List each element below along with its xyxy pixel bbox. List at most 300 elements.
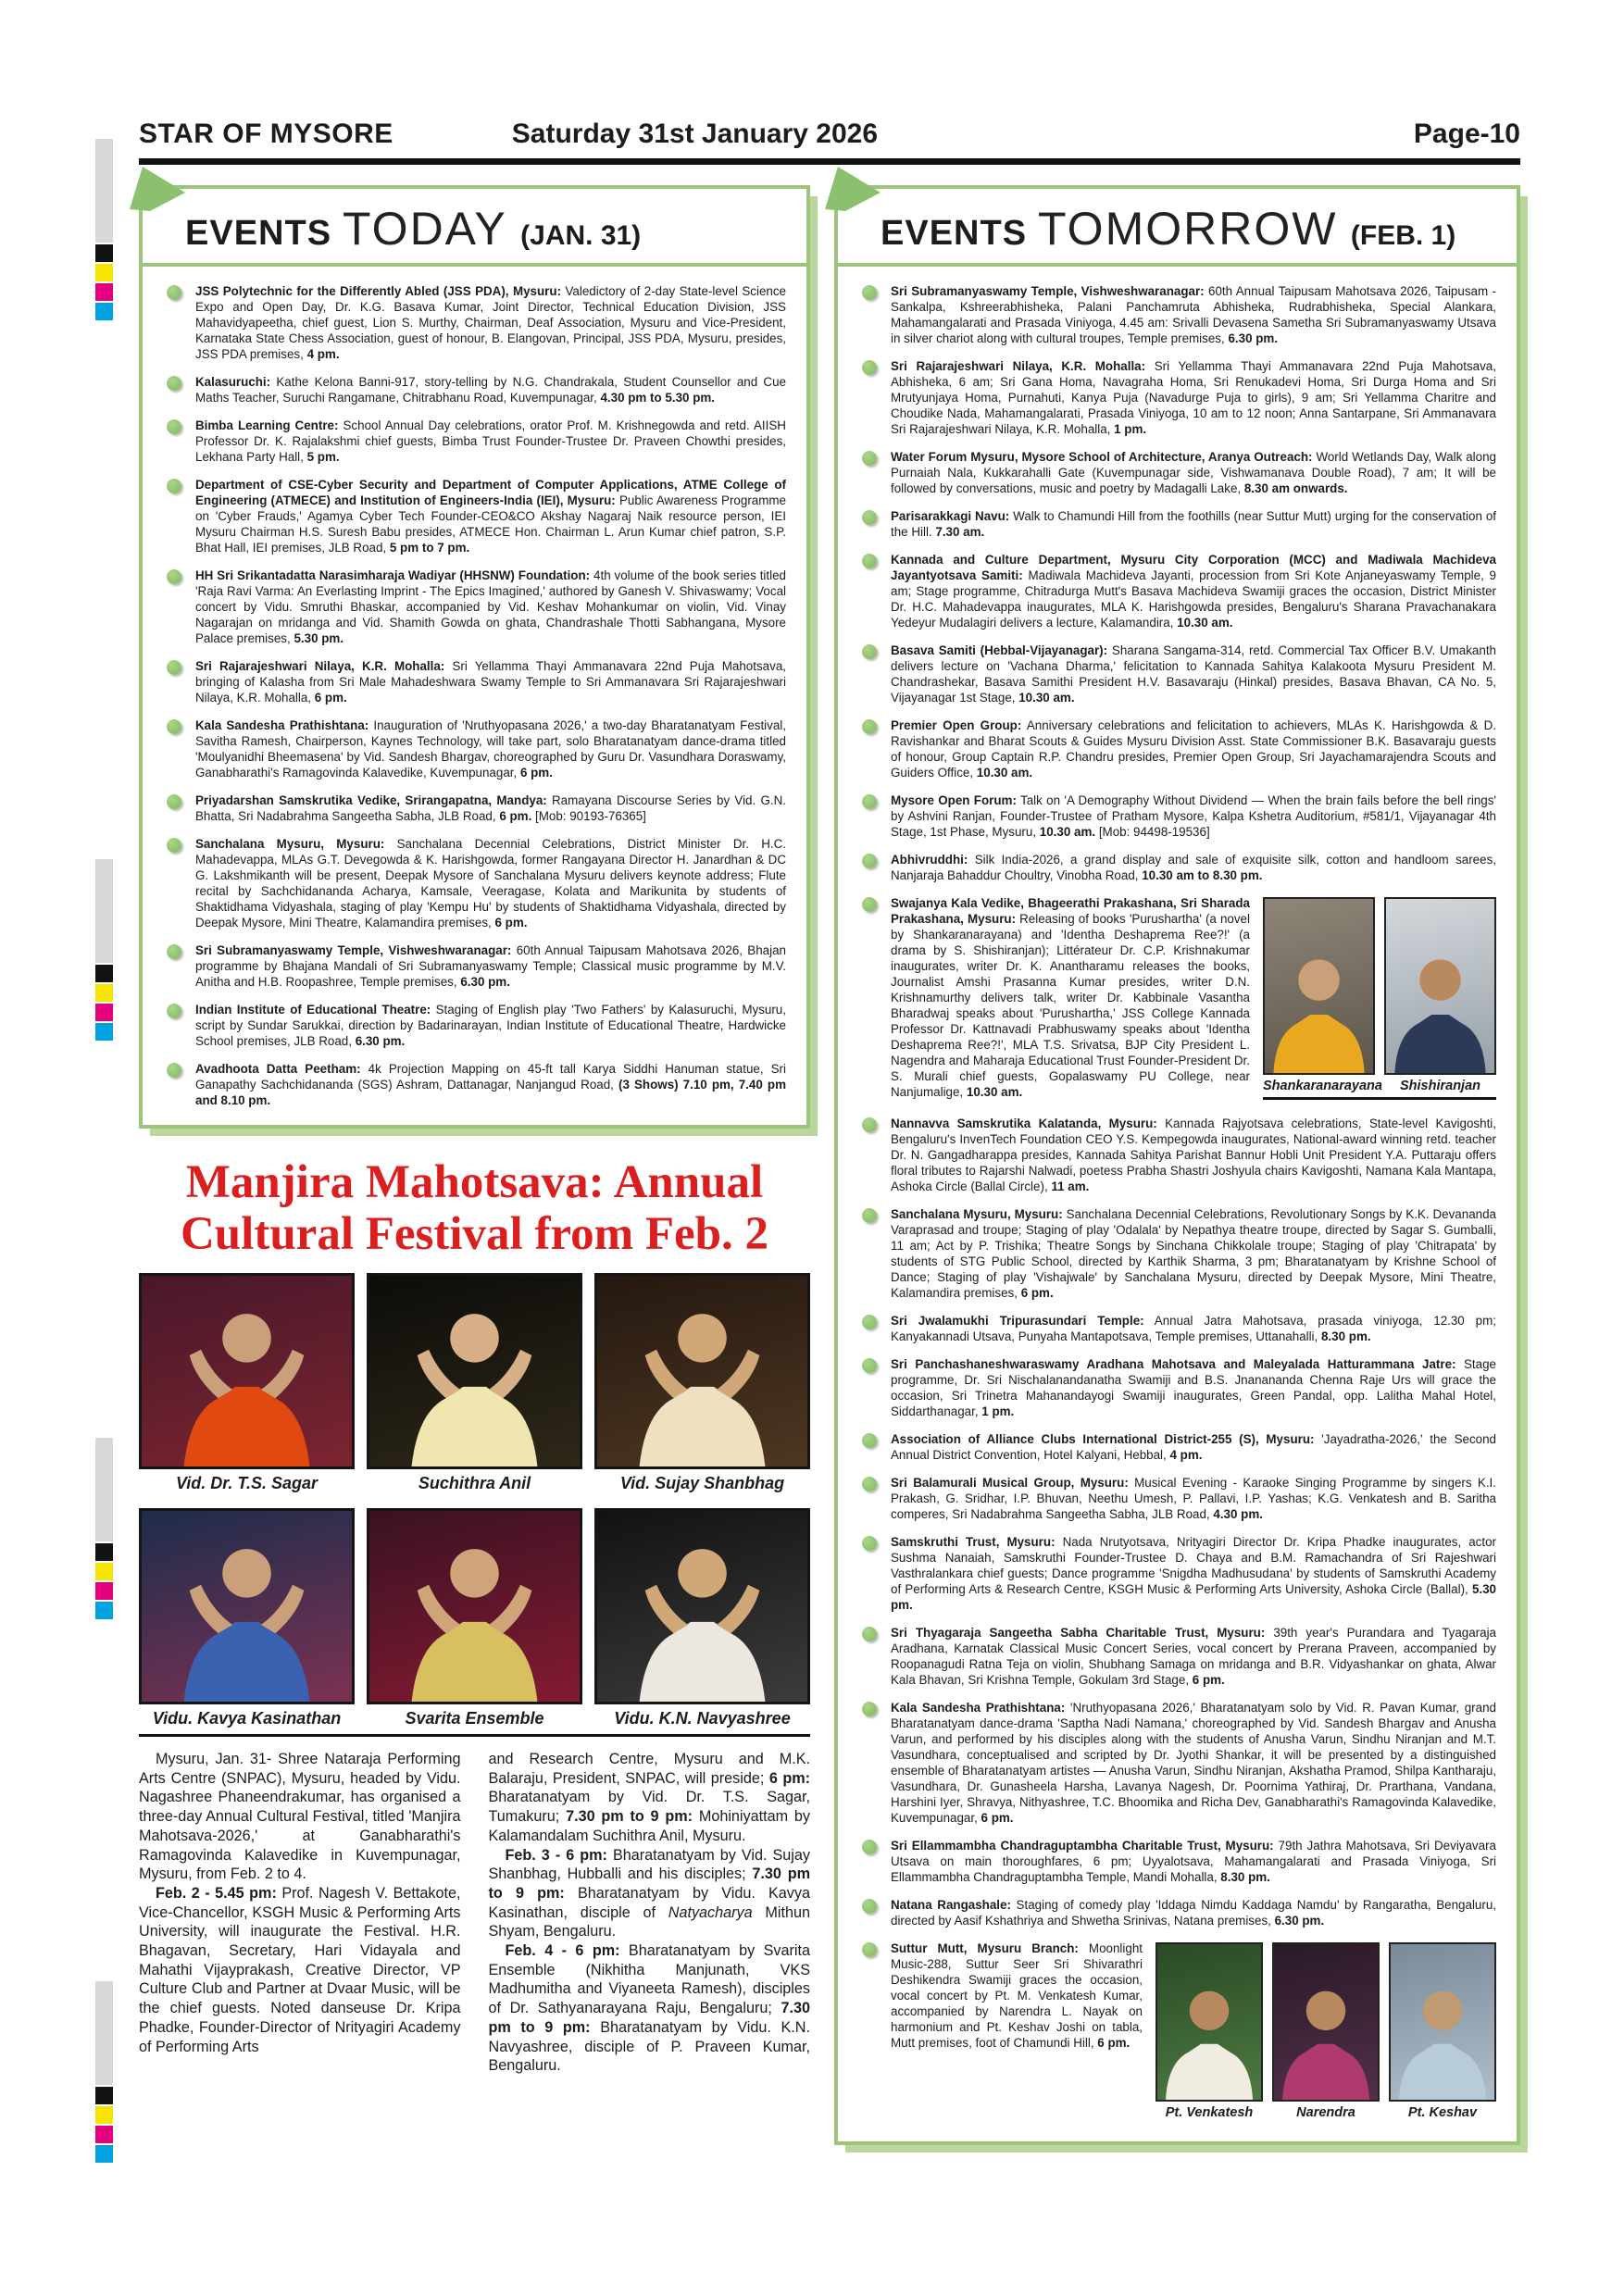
events-day: TOMORROW bbox=[1038, 203, 1338, 255]
event-time: 6.30 pm. bbox=[460, 975, 510, 989]
events-date-label: (JAN. 31) bbox=[520, 220, 642, 251]
paragraph-segments bbox=[489, 1942, 811, 2074]
text-segment: Bharatanatyam by Vidu. K.N. Navyashree, disciple of P. Praveen Kumar, Bengaluru. bbox=[488, 2018, 810, 2075]
event-title: Sri Balamurali Musical Group, Mysuru: bbox=[891, 1476, 1129, 1490]
event-text bbox=[891, 1625, 1496, 1688]
inline-photo-group bbox=[1156, 1942, 1496, 2121]
dancer-image bbox=[139, 1273, 355, 1469]
events-day: TODAY bbox=[343, 203, 507, 255]
article-photo-row-2 bbox=[139, 1508, 810, 1730]
event-body: Kannada Rajyotsava celebrations, State-level Kavigoshti, Bengaluru's InvenTech Foundation CEO Y.S. Kempegowda inaugurates, National-award winning retd. teacher Dr. N. Gangadharappa presides, Kannada Sahitya Parishat Bannur Hobli Unit President Y.A. Puttaraju offers floral tributes to Rajarshi Nalwadi, poetess Prabha Shastri Joshyula chairs Kavigoshti, Namana Kala Mantapa, Ashoka Circle (Ballal Circle), bbox=[891, 1117, 1496, 1193]
events-kicker: EVENTS bbox=[881, 214, 1028, 253]
text-segment: Bharatanatyam by Svarita Ensemble (Nikhitha Manjunath, VKS Madhumitha and Viyaneeta Ramesh), disciples of Dr. Sathyanarayana Raju, Bengaluru; bbox=[488, 1942, 810, 2017]
photo-caption: Vid. Sujay Shanbhag bbox=[619, 1474, 785, 1492]
event-item bbox=[862, 508, 1496, 540]
event-time: 6 pm. bbox=[519, 766, 553, 780]
event-title: Kannada and Culture Department, Mysuru City Corporation (MCC) and Madiwala Machideva Jayantyotsava Samiti: bbox=[891, 553, 1496, 582]
event-text bbox=[891, 1534, 1496, 1613]
bullet-icon bbox=[167, 944, 181, 959]
bullet-icon bbox=[862, 794, 877, 809]
event-time: 6 pm. bbox=[1192, 1673, 1225, 1687]
article-divider-rule bbox=[139, 1734, 810, 1737]
event-time: 4.30 pm. bbox=[1213, 1507, 1263, 1521]
bullet-icon bbox=[862, 1627, 877, 1641]
headline-line1: Manjira Mahotsava: Annual bbox=[185, 1156, 764, 1208]
event-time: 6 pm. bbox=[494, 916, 528, 930]
event-title: Bimba Learning Centre: bbox=[195, 418, 339, 432]
event-text bbox=[891, 792, 1496, 840]
event-body: Sharana Sangama-314, retd. Commercial Tax Officer B.V. Umakanth delivers lecture on 'Vachana Dharma,' felicitation to Kannada Sahitya Kalakoota Mysuru President M. Chandrashekar, Basava Samithi President H.V. Basavaraju (Hinkal) presides, Basava Bhavan, CA No. 5, Vijayanagar 1st Stage, bbox=[891, 643, 1496, 705]
person-silhouette-icon bbox=[1157, 1960, 1261, 2100]
event-time: 7.30 am. bbox=[935, 525, 985, 539]
event-item bbox=[167, 568, 786, 646]
bullet-icon bbox=[167, 794, 181, 809]
event-title: JSS Polytechnic for the Differently Abled (JSS PDA), Mysuru: bbox=[195, 284, 562, 298]
text-segment: 7.30 pm to 9 pm: bbox=[488, 1866, 810, 1902]
event-time: 6.30 pm. bbox=[1228, 331, 1279, 345]
event-title: Natana Rangashale: bbox=[891, 1898, 1011, 1912]
dancer-image bbox=[367, 1273, 582, 1469]
article-paragraph bbox=[139, 1750, 461, 1884]
text-segment: 7.30 pm to 9 pm: bbox=[566, 1808, 693, 1826]
event-text bbox=[195, 942, 786, 990]
torn-corner-icon bbox=[823, 165, 882, 213]
event-text bbox=[891, 1206, 1496, 1301]
bullet-icon bbox=[167, 660, 181, 675]
text-segment: Mysuru, Jan. 31- Shree Nataraja Performing Arts Centre (SNPAC), Mysuru, headed by Vidu. Nagashree Phaneendrakumar, has organised a three-day Annual Cultural Festival, titled 'Manjira Mahotsava-2026,' at Ganabharathi's Ramagovinda Kalavedike in Kuvempunagar, Mysuru, from Feb. 2 to 4. bbox=[139, 1751, 461, 1883]
dancer-photo bbox=[367, 1273, 582, 1495]
event-item bbox=[167, 1002, 786, 1049]
event-title: Sri Subramanyaswamy Temple, Vishweshwaranagar: bbox=[891, 284, 1205, 298]
event-title: Kalasuruchi: bbox=[195, 375, 271, 389]
dancer-image bbox=[594, 1508, 810, 1704]
event-body: 'Jayadratha-2026,' the Second Annual District Convention, Hotel Kalyani, Hebbal, bbox=[891, 1432, 1496, 1462]
event-item bbox=[167, 718, 786, 780]
event-time: 1 pm. bbox=[1114, 422, 1147, 436]
photo-caption: Shishiranjan bbox=[1399, 1079, 1481, 1093]
event-title: Kala Sandesha Prathishtana: bbox=[891, 1701, 1066, 1715]
event-item bbox=[862, 1356, 1496, 1419]
text-segment: Mithun Shyam, Bengaluru. bbox=[488, 1903, 810, 1940]
bullet-icon bbox=[862, 360, 877, 375]
event-title: Sri Ellammambha Chandraguptambha Charitable Trust, Mysuru: bbox=[891, 1839, 1274, 1853]
event-text bbox=[891, 1940, 1496, 2125]
event-time: 8.30 am onwards. bbox=[1243, 481, 1348, 495]
text-segment: Mohiniyattam by Kalamandalam Suchithra Anil, Mysuru. bbox=[488, 1808, 810, 1844]
event-text bbox=[891, 1116, 1496, 1194]
event-time: 10.30 am. bbox=[976, 766, 1033, 780]
portrait-photo bbox=[1263, 897, 1382, 1094]
text-segment: 6 pm: bbox=[768, 1769, 810, 1787]
event-item bbox=[862, 895, 1496, 1104]
event-body: Sanchalana Decennial Celebrations, District Minister Dr. H.C. Mahadevappa, MLAs G.T. Devegowda & K. Harishgowda, former Rangayana Director H. Janardhan & DC G. Lakshmikanth will be present, Deepak Mysore of Sanchalana Mysuru delivers keynote address; Flute recital by Sachchidananda Acharya, Kamsale, Veeragase, Kolata and Marikunita by students of Shaktidhama Vidyashala, staging of play 'Kempu Hu' by students of Shaktidhama Vidyashala, directed by Deepak Mysore, Mini Theatre, Kalamandira premises, bbox=[195, 837, 786, 930]
event-time: 5.30 pm. bbox=[294, 631, 344, 645]
events-kicker: EVENTS bbox=[185, 214, 332, 253]
event-item bbox=[862, 1116, 1496, 1194]
bullet-icon bbox=[167, 376, 181, 391]
events-date-label: (FEB. 1) bbox=[1350, 220, 1456, 251]
photo-caption: Pt. Venkatesh bbox=[1165, 2105, 1254, 2120]
event-title: Sri Rajarajeshwari Nilaya, K.R. Mohalla: bbox=[891, 359, 1146, 373]
bullet-icon bbox=[862, 1536, 877, 1551]
event-text bbox=[195, 1002, 786, 1049]
page-number: Page-10 bbox=[1413, 119, 1520, 149]
event-time: 5 pm to 7 pm. bbox=[389, 541, 470, 555]
portrait-image bbox=[1384, 897, 1496, 1075]
text-segment: Natyacharya bbox=[668, 1903, 753, 1921]
event-item bbox=[167, 283, 786, 362]
event-text bbox=[891, 895, 1496, 1104]
right-column bbox=[834, 185, 1520, 2145]
event-body: 60th Annual Taipusam Mahotsava 2026, Bhajan programme by Bhajana Mandali of Sri Subramanyaswamy Temple; Classical music programme by M.V. Anitha and H.B. Roopashree, Temple premises, bbox=[195, 943, 786, 989]
event-text bbox=[891, 1838, 1496, 1885]
portrait-photo bbox=[1384, 897, 1496, 1094]
event-title: Suttur Mutt, Mysuru Branch: bbox=[891, 1941, 1079, 1955]
portrait-image bbox=[1263, 897, 1375, 1075]
issue-date: Saturday 31st January 2026 bbox=[511, 119, 879, 149]
bullet-icon bbox=[862, 451, 877, 466]
event-time: 6 pm. bbox=[314, 691, 347, 705]
event-text bbox=[195, 283, 786, 362]
event-time: 10.30 am. bbox=[1177, 616, 1233, 630]
event-title: Parisarakkagi Navu: bbox=[891, 509, 1010, 523]
event-time: 6 pm. bbox=[1097, 2036, 1131, 2050]
article-column-2 bbox=[489, 1750, 811, 2076]
bullet-icon bbox=[862, 1942, 877, 1957]
bullet-icon bbox=[862, 1702, 877, 1716]
article-headline bbox=[139, 1156, 810, 1260]
event-text bbox=[891, 552, 1496, 630]
text-segment: and Research Centre, Mysuru and M.K. Balaraju, President, SNPAC, will preside; bbox=[488, 1751, 810, 1787]
person-silhouette-icon bbox=[597, 1530, 807, 1702]
dancer-image bbox=[594, 1273, 810, 1469]
event-body: Sanchalana Decennial Celebrations, Revolutionary Songs by K.K. Devananda Varaprasad and troupe; Staging of play 'Odalala' by Nepathya theatre troupe, directed by Sagar S. Gumballi, 11 am; Act by P. Trishika; Theatre Songs by Sinchana Chikkolale troupe; Staging of play 'Chitrapata' by students of STG Public School, directed by Karthik Sharma, 3 pm; Bharatanatyam by Krishne School of Dance; Staging of play 'Vishajwale' by Sanchalana Mysuru, directed by Deepak Mysore, Mini Theatre, Kalamandira premises, bbox=[891, 1207, 1496, 1300]
event-item bbox=[167, 942, 786, 990]
event-title: Association of Alliance Clubs International District-255 (S), Mysuru: bbox=[891, 1432, 1315, 1446]
person-silhouette-icon bbox=[142, 1295, 352, 1466]
event-body: Nada Nrutyotsava, Nrityagiri Director Dr. Kripa Phadke inaugurates, actor Sushma Nanaiah, Samskruthi Founder-Trustee D. Chaya and B.M. Ramachandra of Sri Rajeshwari Vasthralankara chief guests; Dance programme 'Snigdha Madhusudana' by students of Samskruthi Academy of Performing Arts & Research Centre, KSGH Music & Performing Arts University, Ashoka Circle (Ballal), bbox=[891, 1535, 1496, 1596]
event-title: Sri Rajarajeshwari Nilaya, K.R. Mohalla: bbox=[195, 659, 445, 673]
event-text bbox=[891, 1700, 1496, 1826]
event-body: Stage programme, Dr. Sri Nischalanandanatha Swamiji and B.S. Jnanananda Chenna Raje Urs will grace the occasion, Sri Trinetra Mahanandayogi Swamiji inaugurates, Green Pandal, opp. Lalitha Mahal Hotel, Siddarthanagar, bbox=[891, 1357, 1496, 1418]
events-today-box bbox=[139, 185, 810, 1129]
paragraph-segments bbox=[489, 1751, 811, 1844]
event-item bbox=[862, 1475, 1496, 1522]
event-title: Mysore Open Forum: bbox=[891, 793, 1017, 807]
event-text bbox=[195, 568, 786, 646]
headline-line2: Cultural Festival from Feb. 2 bbox=[180, 1208, 769, 1260]
event-text bbox=[195, 477, 786, 555]
event-title: Sri Jwalamukhi Tripurasundari Temple: bbox=[891, 1314, 1144, 1328]
event-body: 39th year's Purandara and Tyagaraja Aradhana, Karnatak Classical Music Concert Series, vocal concert by Prerana Praveen, accompanied by Roopanagudi Ratna Teja on violin, Shubhang Samaga on mridanga and B.R. Vidyashankar on ghata, Alwar Kala Bhavan, Sri Krishna Temple, Gokulam 3rd Stage, bbox=[891, 1626, 1497, 1687]
event-text bbox=[891, 643, 1496, 705]
event-text bbox=[891, 1356, 1496, 1419]
event-item bbox=[862, 1313, 1496, 1344]
event-body: Musical Evening - Karaoke Singing Programme by singers K.I. Prakash, G. Sridhar, I.P. Bhuvan, Neethu Umesh, P. Pallavi, I.P. Yashas; K.G. Venkatesh and B. Saritha comperes, Sri Nadabrahma Sangeetha Sabha, JLB Road, bbox=[891, 1476, 1496, 1521]
event-time: 6.30 pm. bbox=[355, 1034, 406, 1048]
event-text bbox=[891, 852, 1496, 883]
bullet-icon bbox=[862, 1358, 877, 1373]
person-silhouette-icon bbox=[1386, 917, 1494, 1073]
event-title: Avadhoota Datta Peetham: bbox=[195, 1062, 361, 1076]
event-body: Public Awareness Programme on 'Cyber Frauds,' Agamya Cyber Tech Founder-CEO&CO Akshay Nagaraj Naik resource person, IEI Mysuru Chairman H.S. Suresh Babu presides, ATMECE Hon. Chairman L. Arun Kumar chief patron, S.P. Bhat Hall, IEI premises, JLB Road, bbox=[195, 493, 786, 555]
event-text bbox=[195, 1061, 786, 1108]
bullet-icon bbox=[167, 719, 181, 734]
event-body: 'Nruthyopasana 2026,' Bharatanatyam solo by Vid. R. Pavan Kumar, grand Bharatanatyam dance-drama 'Saptha Nadi Namana,' choreographed by Vid. Sandesh Bhargav and Anusha Varun, and performed by his disciples along with the students of Anusha Varun, Sindhu Niranjan and M.T. Vasundhara, conceptualised and scripted by Dr. Jyothi Shankar, it will be presented by a distinguished ensemble of Bharatanatyam artistes — Anusha Varun, Sindhu Niranjan, Akshatha Pramod, Shilpa Kantharaju, Vasundhara, Dr. Gunasheela Harsha, Lavanya Nagesh, Dr. Poornima Yathiraj, Dr. Prarthana, Vandana, Harshini Iyer, Shravya, Nithyashree, T.C. Bhoomika and Richa Dev, Ganabharathi's Ramagovinda Kalavedike, Kuvempunagar, bbox=[891, 1701, 1496, 1825]
dancer-image bbox=[139, 1508, 355, 1704]
text-segment: Bharatanatyam by Vid. Sujay Shanbhag, Hubballi and his disciples; bbox=[488, 1846, 810, 1883]
bullet-icon bbox=[862, 1117, 877, 1132]
registration-color-bar bbox=[95, 139, 113, 320]
event-text bbox=[891, 283, 1496, 346]
dancer-photo bbox=[367, 1508, 582, 1730]
event-text bbox=[195, 374, 786, 406]
article-column-1 bbox=[139, 1750, 461, 2076]
registration-color-bar bbox=[95, 1981, 113, 2163]
event-text bbox=[195, 792, 786, 824]
event-item bbox=[862, 283, 1496, 346]
event-text bbox=[195, 418, 786, 465]
photo-caption: Shankaranarayana bbox=[1263, 1079, 1382, 1093]
bullet-icon bbox=[167, 419, 181, 434]
person-silhouette-icon bbox=[1391, 1960, 1494, 2100]
event-body: Walk to Chamundi Hill from the foothills (near Suttur Mutt) urging for the conservation of the Hill. bbox=[891, 509, 1496, 539]
portrait-photo bbox=[1389, 1942, 1496, 2121]
bullet-icon bbox=[167, 1063, 181, 1078]
event-item bbox=[862, 1625, 1496, 1688]
event-title: Abhivruddhi: bbox=[891, 853, 968, 867]
event-text bbox=[891, 449, 1496, 496]
event-body: Silk India-2026, a grand display and sale of exquisite silk, cotton and handloom sarees, Nanjaraja Bahaddur Choultry, Vinobha Road, bbox=[891, 853, 1496, 882]
events-today-list bbox=[143, 267, 806, 1125]
event-time: 10.30 am. bbox=[1039, 825, 1096, 839]
event-body: Talk on 'A Demography Without Dividend — When the brain fails before the bell rings' by Ashvini Ranjan, Founder-Trustee of Pratham Mysore, Kalpa Kshetra Auditorium, #581/1, Vijayanagar 4th Stage, 1st Phase, Mysuru, bbox=[891, 793, 1496, 839]
event-item bbox=[862, 1700, 1496, 1826]
portrait-photo bbox=[1272, 1942, 1380, 2121]
article-photo-row-1 bbox=[139, 1273, 810, 1495]
portrait-image bbox=[1156, 1942, 1263, 2102]
text-segment: Bharatanatyam by Vidu. Kavya Kasinathan, disciple of bbox=[488, 1884, 810, 1921]
event-title: Swajanya Kala Vedike, Bhageerathi Prakashana, Sri Sharada Prakashana, Mysuru: bbox=[891, 896, 1250, 926]
photo-caption: Vidu. Kavya Kasinathan bbox=[152, 1709, 342, 1728]
event-title: Nannavva Samskrutika Kalatanda, Mysuru: bbox=[891, 1117, 1157, 1130]
bullet-icon bbox=[862, 1899, 877, 1914]
event-text bbox=[891, 1475, 1496, 1522]
event-title: Indian Institute of Educational Theatre: bbox=[195, 1003, 431, 1017]
article-paragraph bbox=[489, 1941, 811, 2076]
event-title: Kala Sandesha Prathishtana: bbox=[195, 718, 369, 732]
person-silhouette-icon bbox=[597, 1295, 807, 1466]
event-time: 10.30 am. bbox=[1018, 691, 1075, 705]
event-body: Moonlight Music-288, Suttur Seer Sri Shivarathri Deshikendra Swamiji graces the occasion, vocal concert by Pt. M. Venkatesh Kumar, accompanied by Narendra L. Nayak on harmonium and Pt. Keshav Joshi on tabla, Mutt premises, foot of Chamundi Hill, bbox=[891, 1941, 1143, 2050]
event-text bbox=[891, 358, 1496, 437]
event-text bbox=[891, 1313, 1496, 1344]
photo-caption: Vid. Dr. T.S. Sagar bbox=[175, 1474, 319, 1492]
article-paragraph bbox=[489, 1846, 811, 1942]
paragraph-segments bbox=[139, 1885, 461, 2055]
portrait-image bbox=[1272, 1942, 1380, 2102]
left-column bbox=[139, 185, 810, 2076]
bullet-icon bbox=[862, 719, 877, 734]
event-time: 4.30 pm to 5.30 pm. bbox=[600, 391, 716, 405]
event-body: 4k Projection Mapping on 45-ft tall Karya Siddhi Hanuman statue, Sri Ganapathy Sachchidananda (SGS) Ashram, Dattanagar, Nanjangud Road, bbox=[195, 1062, 786, 1092]
event-body: Madiwala Machideva Jayanti, procession from Sri Kote Anjaneyaswamy Temple, 9 am; Stage programme, Chitradurga Mutt's Basava Machideva Swamiji graces the occasion, District Minister Dr. H.C. Mahadevappa inaugurates, MLA K. Harishgowda presides, Bengaluru's Sharana Pravachanakara Yedeyur Mudalagiri delivers a lecture, Kalamandira, bbox=[891, 568, 1496, 630]
photo-caption: Suchithra Anil bbox=[418, 1474, 531, 1492]
text-segment: Feb. 3 - 6 pm: bbox=[505, 1846, 607, 1864]
event-item bbox=[167, 1061, 786, 1108]
event-item bbox=[862, 1940, 1496, 2125]
event-text bbox=[195, 658, 786, 705]
event-text bbox=[891, 718, 1496, 780]
event-body: Staging of English play 'Two Fathers' by Kalasuruchi, Mysuru, script by Sundar Sarukkai, direction by Badarinarayan, Indian Institute of Educational Theatre, Hardwicke School premises, JLB Road, bbox=[195, 1003, 786, 1048]
event-text bbox=[195, 836, 786, 930]
event-item bbox=[862, 852, 1496, 883]
event-body: World Wetlands Day, Walk along Purnaiah Nala, Kukkarahalli Gate (Kuvempunagar side, Vishwamanava Double Road), 7 am; It will be followed by conversations, music and poetry by Madagalli Lake, bbox=[891, 450, 1496, 495]
event-title: Samskruthi Trust, Mysuru: bbox=[891, 1535, 1056, 1549]
text-segment: Feb. 2 - 5.45 pm: bbox=[156, 1884, 277, 1902]
bullet-icon bbox=[167, 569, 181, 584]
dancer-photo bbox=[139, 1273, 355, 1495]
event-time: 1 pm. bbox=[981, 1404, 1015, 1418]
paragraph-segments bbox=[489, 1847, 811, 1940]
bullet-icon bbox=[862, 1840, 877, 1854]
inline-photo-group bbox=[1263, 897, 1496, 1100]
bullet-icon bbox=[167, 1004, 181, 1018]
event-item bbox=[862, 449, 1496, 496]
portrait-photo bbox=[1156, 1942, 1263, 2121]
events-tomorrow-title bbox=[838, 189, 1517, 267]
event-body: 60th Annual Taipusam Mahotsava 2026, Taipusam - Sankalpa, Kshreerabhisheka, Palani Panchamruta Abhisheka, Rudrabhisheka, Special Alankara, Mahamangalarati and Prasada Viniyoga, 4.45 am: Srivalli Devasena Sametha Sri Subramanyaswamy Utsava in silver chariot along with cultural troupes, Temple premises, bbox=[891, 284, 1496, 345]
event-body: Inauguration of 'Nruthyopasana 2026,' a two-day Bharatanatyam Festival, Savitha Ramesh, Chairperson, Kaynes Technology, will take part, solo Bharatanatyam dance-drama titled 'Moulyanidhi Bheemasena' by Vid. Sandesh Bhargav, choreographed by Guru Dr. Vasundhara Doraswamy, Ganabharathi's Ramagovinda Kalavedike, Kuvempunagar, bbox=[195, 718, 786, 780]
bullet-icon bbox=[862, 1477, 877, 1491]
event-item bbox=[167, 792, 786, 824]
text-segment: Prof. Nagesh V. Bettakote, Vice-Chancellor, KSGH Music & Performing Arts University, will inaugurate the Festival. H.R. Bhagavan, Secretary, Hari Vidayala and Mahathi Vijayprakash, Creative Director, VP Culture Club and Partner at Dvaar Music, will be the chief guests. Noted danseuse Dr. Kripa Phadke, Founder-Director of Nrityagiri Academy of Performing Arts bbox=[139, 1884, 461, 2055]
event-title: Sri Panchashaneshwaraswamy Aradhana Mahotsava and Maleyalada Hatturammana Jatre: bbox=[891, 1357, 1456, 1371]
event-title: Premier Open Group: bbox=[891, 718, 1022, 732]
event-item bbox=[862, 1897, 1496, 1928]
bullet-icon bbox=[167, 838, 181, 853]
masthead bbox=[139, 119, 1520, 165]
photo-caption: Pt. Keshav bbox=[1407, 2105, 1478, 2120]
events-tomorrow-list bbox=[838, 267, 1517, 2141]
dancer-photo bbox=[139, 1508, 355, 1730]
events-tomorrow-box bbox=[834, 185, 1520, 2145]
event-body: Annual Jatra Mahotsava, prasada viniyoga, 12.30 pm; Kanyakannadi Utsava, Punyaha Mantapotsava, Temple premises, Uttanahalli, bbox=[891, 1314, 1496, 1343]
event-title: Water Forum Mysuru, Mysore School of Architecture, Aranya Outreach: bbox=[891, 450, 1313, 464]
event-body: Valedictory of 2-day State-level Science Expo and Open Day, Dr. K.G. Basava Kumar, Joint Director, Technical Education Division, JSS Mahavidyapeetha, chief guest, Lion S. Murthy, Chairman, Deaf Association, Mysuru and Vice-President, Karnataka State Chess Association, guest of honour, B. Elangovan, Principal, JSS PDA, Mysuru, presides, JSS PDA premises, bbox=[195, 284, 787, 361]
text-segment: 7.30 pm to 9 pm: bbox=[488, 2000, 810, 2036]
photo-caption: Svarita Ensemble bbox=[405, 1709, 544, 1728]
bullet-icon bbox=[862, 285, 877, 300]
event-time: 4 pm. bbox=[1169, 1448, 1203, 1462]
bullet-icon bbox=[862, 1315, 877, 1329]
event-time: (3 Shows) 7.10 pm, 7.40 pm and 8.10 pm. bbox=[195, 1078, 786, 1107]
event-time: 11 am. bbox=[1051, 1179, 1090, 1193]
paper-title: STAR OF MYSORE bbox=[139, 119, 394, 149]
event-time: 8.30 pm. bbox=[1220, 1870, 1270, 1884]
event-item bbox=[167, 418, 786, 465]
event-time: 6 pm. bbox=[1020, 1286, 1054, 1300]
event-body: Anniversary celebrations and felicitation to achievers, MLAs K. Harishgowda & D. Ravishankar and Bharat Scouts & Guides Mysuru Division Asst. State Commissioner B.K. Basavaraju guests of honour, Group Captain R.P. Chandru presides, Premier Open Group, Sri Jayachamarajendra Scouts and Guiders Office, bbox=[891, 718, 1497, 780]
text-segment: Feb. 4 - 6 pm: bbox=[505, 1942, 620, 1960]
event-time: 8.30 pm. bbox=[1320, 1329, 1371, 1343]
event-title: Sri Subramanyaswamy Temple, Vishweshwaranagar: bbox=[195, 943, 512, 957]
event-time: 5 pm. bbox=[306, 450, 340, 464]
event-time: 5.30 pm. bbox=[891, 1582, 1496, 1612]
torn-corner-icon bbox=[128, 165, 187, 213]
event-item bbox=[167, 374, 786, 406]
event-time: 6 pm. bbox=[499, 809, 532, 823]
article-paragraph bbox=[139, 1884, 461, 2056]
event-item bbox=[862, 358, 1496, 437]
event-item bbox=[167, 477, 786, 555]
event-body: School Annual Day celebrations, orator Prof. M. Krishnegowda and retd. AIISH Professor Dr. K. Rajalakshmi chief guests, Bimba Trust Founder-Trustee Dr. Praveen Chowthi presides, Lekhana Party Hall, bbox=[195, 418, 786, 464]
event-text bbox=[891, 1431, 1496, 1463]
event-body: Kathe Kelona Banni-917, story-telling by N.G. Chandrakala, Student Counsellor and Cue Maths Teacher, Suruchi Rangamane, Chitrabhanu Road, Kuvempunagar, bbox=[195, 375, 786, 405]
event-body: 4th volume of the book series titled 'Raja Ravi Varma: An Everlasting Imprint - The Epics Imagined,' authored by Ganesh V. Shivaswamy; Vocal concert by Vidu. Smruthi Bhaskar, accompanied by Vid. Keshav Mohankumar on violin, Vid. Vinay Nagarajan on mridanga and Vid. Shamith Gowda on ghata, Chandrashale Thotti Sabhangana, Mysore Palace premises, bbox=[195, 568, 786, 645]
bullet-icon bbox=[167, 479, 181, 493]
bullet-icon bbox=[862, 554, 877, 568]
registration-color-bar bbox=[95, 1438, 113, 1619]
event-time: 6 pm. bbox=[981, 1811, 1014, 1825]
event-body: Releasing of books 'Purushartha' (a novel by Shankaranarayana) and 'Identha Deshaprema Ree?!' (a drama by S. Shishiranjan); Littérateur Dr. C.P. Krishnakumar inaugurates, writer Dr. K. Anantharamu releases the books, Journalist Amshi Prasanna Kumar presides, writer D.N. Krishnamurthy delivers talk, writer Dr. Kabbinale Vasantha Bharadwaj speaks about 'Purushartha,' JSS College Kannada Professor Dr. Kattnavadi Prabhuswamy speaks about 'Identha Deshaprema Ree?!', MLA T.S. Srivatsa, BJP City President L. Nagendra and Maharaja Educational Trust Founder-President Dr. S. Murali chief guests, Gopalaswamy PU College, near Nanjumalige, bbox=[891, 912, 1250, 1099]
person-silhouette-icon bbox=[369, 1295, 580, 1466]
event-text bbox=[891, 1897, 1496, 1928]
bullet-icon bbox=[862, 510, 877, 525]
text-segment: Bharatanatyam by Vid. Dr. T.S. Sagar, Tumakuru; bbox=[488, 1789, 810, 1826]
event-title: Basava Samiti (Hebbal-Vijayanagar): bbox=[891, 643, 1108, 657]
bullet-icon bbox=[862, 644, 877, 659]
event-title: Sri Thyagaraja Sangeetha Sabha Charitable Trust, Mysuru: bbox=[891, 1626, 1266, 1640]
bullet-icon bbox=[167, 285, 181, 300]
event-item bbox=[167, 658, 786, 705]
events-today-title bbox=[143, 189, 806, 267]
event-body: 79th Jathra Mahotsava, Sri Deviyavara Utsava on main thoroughfares, 6 pm; Uyyalotsava, Mahamangalarati and Prasada Viniyoga, Sri Ellammambha Chandraguptambha Temple, Mandi Mohalla, bbox=[891, 1839, 1496, 1884]
paragraph-segments bbox=[139, 1751, 461, 1882]
event-item bbox=[862, 643, 1496, 705]
event-tail: [Mob: 90193-76365] bbox=[531, 809, 646, 823]
dancer-photo bbox=[594, 1508, 810, 1730]
registration-color-bar bbox=[95, 859, 113, 1041]
person-silhouette-icon bbox=[1265, 917, 1373, 1073]
event-item bbox=[862, 1838, 1496, 1885]
article-paragraph bbox=[489, 1750, 811, 1846]
event-text bbox=[891, 508, 1496, 540]
newspaper-page bbox=[139, 119, 1520, 2145]
event-body: Staging of comedy play 'Iddaga Nimdu Kaddaga Namdu' by Rangaratha, Bengaluru, directed by Aasif Kshathriya and Shwetha Srinivas, Natana premises, bbox=[891, 1898, 1496, 1928]
bullet-icon bbox=[862, 854, 877, 868]
event-item bbox=[862, 718, 1496, 780]
event-text bbox=[195, 718, 786, 780]
dancer-photo bbox=[594, 1273, 810, 1495]
event-title: HH Sri Srikantadatta Narasimharaja Wadiyar (HHSNW) Foundation: bbox=[195, 568, 591, 582]
event-time: 6.30 pm. bbox=[1274, 1914, 1325, 1928]
event-title: Department of CSE-Cyber Security and Department of Computer Applications, ATME College of Engineering (ATMECE) and Institution of Engineers-India (IEI), Mysuru: bbox=[195, 478, 786, 507]
bullet-icon bbox=[862, 897, 877, 912]
event-item bbox=[862, 1431, 1496, 1463]
portrait-image bbox=[1389, 1942, 1496, 2102]
event-title: Sanchalana Mysuru, Mysuru: bbox=[195, 837, 385, 851]
article-body bbox=[139, 1750, 810, 2076]
event-time: 10.30 am. bbox=[966, 1085, 1023, 1099]
person-silhouette-icon bbox=[369, 1530, 580, 1702]
event-title: Sanchalana Mysuru, Mysuru: bbox=[891, 1207, 1063, 1221]
event-item bbox=[862, 792, 1496, 840]
photo-caption: Narendra bbox=[1296, 2105, 1355, 2120]
event-item bbox=[862, 552, 1496, 630]
event-tail: [Mob: 94498-19536] bbox=[1095, 825, 1210, 839]
photo-caption: Vidu. K.N. Navyashree bbox=[614, 1709, 791, 1728]
